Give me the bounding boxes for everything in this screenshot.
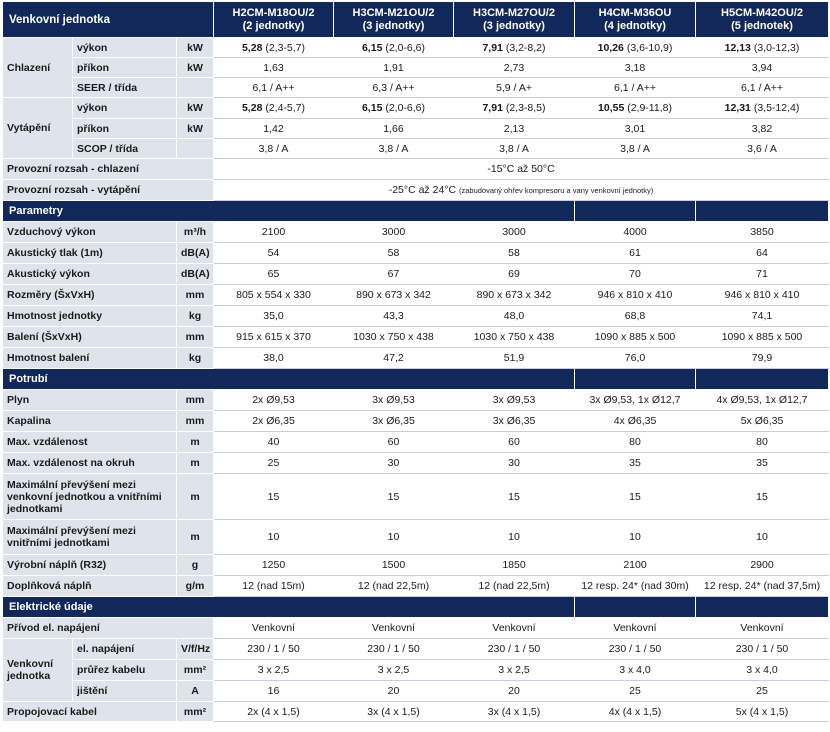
table-cell: 5x Ø6,35 bbox=[696, 411, 829, 432]
row-label: Balení (ŠxVxH) bbox=[3, 327, 177, 348]
row-label: Plyn bbox=[3, 390, 177, 411]
row-label: Rozměry (ŠxVxH) bbox=[3, 285, 177, 306]
table-cell: 3x Ø9,53, 1x Ø12,7 bbox=[575, 390, 696, 411]
table-cell: 4x Ø9,53, 1x Ø12,7 bbox=[696, 390, 829, 411]
range-cooling-row bbox=[3, 159, 829, 180]
table-cell: 43,3 bbox=[334, 306, 454, 327]
table-cell: 946 x 810 x 410 bbox=[575, 285, 696, 306]
row-unit: kg bbox=[177, 348, 214, 369]
table-cell: 15 bbox=[575, 474, 696, 520]
table-cell: 5x (4 x 1,5) bbox=[696, 702, 829, 722]
table-cell: 16 bbox=[214, 681, 334, 702]
table-cell: 1850 bbox=[454, 555, 575, 576]
model-name: H5CM-M42OU/2 bbox=[721, 6, 803, 19]
table-row bbox=[3, 222, 829, 243]
table-cell: 10 bbox=[696, 520, 829, 555]
table-cell: 3x Ø9,53 bbox=[334, 390, 454, 411]
row-unit: mm bbox=[177, 327, 214, 348]
table-row bbox=[3, 639, 829, 660]
section-title: Parametry bbox=[3, 201, 575, 222]
table-cell: 1090 x 885 x 500 bbox=[575, 327, 696, 348]
table-cell: 12,13 (3,0-12,3) bbox=[696, 38, 829, 58]
row-unit: g/m bbox=[177, 576, 214, 597]
range-cooling-label: Provozní rozsah - chlazení bbox=[3, 159, 214, 180]
table-row bbox=[3, 327, 829, 348]
model-header bbox=[334, 2, 454, 38]
table-cell: 10,55 (2,9-11,8) bbox=[575, 98, 696, 119]
table-cell: 6,15 (2,0-6,6) bbox=[334, 98, 454, 119]
table-cell: 5,9 / A+ bbox=[454, 78, 575, 98]
table-cell: 1030 x 750 x 438 bbox=[334, 327, 454, 348]
section-title: Potrubí bbox=[3, 369, 575, 390]
table-cell: 54 bbox=[214, 243, 334, 264]
table-cell: 1250 bbox=[214, 555, 334, 576]
row-label: Vzduchový výkon bbox=[3, 222, 177, 243]
table-cell: 64 bbox=[696, 243, 829, 264]
table-cell: 15 bbox=[214, 474, 334, 520]
table-cell: 51,9 bbox=[454, 348, 575, 369]
table-row bbox=[3, 348, 829, 369]
table-cell: 2900 bbox=[696, 555, 829, 576]
range-heating-value: -25°C až 24°C (zabudovaný ohřev kompresoru a vany venkovní jednotky) bbox=[214, 180, 829, 201]
table-title: Venkovní jednotka bbox=[3, 2, 214, 38]
table-row bbox=[3, 474, 829, 520]
table-cell: 1,66 bbox=[334, 119, 454, 139]
table-row bbox=[3, 576, 829, 597]
heating-label: Vytápění bbox=[3, 98, 73, 159]
heating-scop-row bbox=[3, 139, 829, 159]
row-unit: dB(A) bbox=[177, 264, 214, 285]
table-cell: 1500 bbox=[334, 555, 454, 576]
table-cell: 48,0 bbox=[454, 306, 575, 327]
row-sublabel: průřez kabelu bbox=[73, 660, 177, 681]
table-cell: 60 bbox=[334, 432, 454, 453]
table-cell: 1,63 bbox=[214, 58, 334, 78]
table-cell: 230 / 1 / 50 bbox=[214, 639, 334, 660]
row-label: Akustický výkon bbox=[3, 264, 177, 285]
range-heating-note: (zabudovaný ohřev kompresoru a vany venkovní jednotky) bbox=[458, 185, 654, 195]
table-cell: 1030 x 750 x 438 bbox=[454, 327, 575, 348]
table-cell: 3,94 bbox=[696, 58, 829, 78]
table-cell: 25 bbox=[696, 681, 829, 702]
table-cell: Venkovní bbox=[696, 618, 829, 639]
table-cell: Venkovní bbox=[454, 618, 575, 639]
table-cell: 3,8 / A bbox=[454, 139, 575, 159]
row-label: Max. vzdálenost na okruh bbox=[3, 453, 177, 474]
table-row bbox=[3, 306, 829, 327]
table-row bbox=[3, 555, 829, 576]
cooling-power-row bbox=[3, 58, 829, 78]
table-row bbox=[3, 243, 829, 264]
model-units: (3 jednotky) bbox=[362, 19, 425, 32]
table-cell: 47,2 bbox=[334, 348, 454, 369]
heating-output-row bbox=[3, 98, 829, 119]
table-cell: 3x (4 x 1,5) bbox=[454, 702, 575, 722]
table-cell: 1,91 bbox=[334, 58, 454, 78]
table-cell: 10 bbox=[575, 520, 696, 555]
model-units: (3 jednotky) bbox=[483, 19, 545, 32]
table-cell: 5,28 (2,4-5,7) bbox=[214, 98, 334, 119]
table-cell: 35 bbox=[575, 453, 696, 474]
table-cell: 230 / 1 / 50 bbox=[454, 639, 575, 660]
table-row bbox=[3, 390, 829, 411]
model-units: (4 jednotky) bbox=[604, 19, 666, 32]
table-cell: 68,8 bbox=[575, 306, 696, 327]
model-header bbox=[454, 2, 575, 38]
table-cell: 3,82 bbox=[696, 119, 829, 139]
table-cell: 20 bbox=[334, 681, 454, 702]
row-sublabel: příkon bbox=[73, 58, 177, 78]
table-cell: 2x Ø6,35 bbox=[214, 411, 334, 432]
table-cell: 76,0 bbox=[575, 348, 696, 369]
row-sublabel: SEER / třída bbox=[73, 78, 177, 98]
row-unit: V/f/Hz bbox=[177, 639, 214, 660]
row-unit: mm² bbox=[177, 702, 214, 722]
model-header bbox=[214, 2, 334, 38]
table-cell: 3850 bbox=[696, 222, 829, 243]
table-cell: 805 x 554 x 330 bbox=[214, 285, 334, 306]
table-cell: 80 bbox=[696, 432, 829, 453]
row-unit: g bbox=[177, 555, 214, 576]
table-cell: 10 bbox=[214, 520, 334, 555]
row-unit: kW bbox=[177, 98, 214, 119]
table-cell: 4000 bbox=[575, 222, 696, 243]
table-cell: 15 bbox=[696, 474, 829, 520]
table-cell: 10,26 (3,6-10,9) bbox=[575, 38, 696, 58]
table-cell: 2100 bbox=[575, 555, 696, 576]
table-cell: 15 bbox=[454, 474, 575, 520]
table-cell: 12 (nad 22,5m) bbox=[454, 576, 575, 597]
cooling-output-row bbox=[3, 38, 829, 58]
table-cell: 7,91 (2,3-8,5) bbox=[454, 98, 575, 119]
row-label: Maximální převýšení mezi vnitřními jednotkami bbox=[3, 520, 177, 555]
row-unit: kW bbox=[177, 58, 214, 78]
table-cell: 3,8 / A bbox=[575, 139, 696, 159]
table-cell: 915 x 615 x 370 bbox=[214, 327, 334, 348]
table-cell: 946 x 810 x 410 bbox=[696, 285, 829, 306]
table-cell: 20 bbox=[454, 681, 575, 702]
table-cell: 35 bbox=[696, 453, 829, 474]
row-unit bbox=[177, 78, 214, 98]
table-row bbox=[3, 411, 829, 432]
table-cell: 3 x 4,0 bbox=[696, 660, 829, 681]
row-sublabel: jištění bbox=[73, 681, 177, 702]
row-unit: kW bbox=[177, 119, 214, 139]
range-cooling-value: -15°C až 50°C bbox=[214, 159, 829, 180]
table-cell: 30 bbox=[334, 453, 454, 474]
table-row bbox=[3, 618, 829, 639]
cooling-seer-row bbox=[3, 78, 829, 98]
table-cell: 67 bbox=[334, 264, 454, 285]
range-heating-label: Provozní rozsah - vytápění bbox=[3, 180, 214, 201]
model-name: H3CM-M21OU/2 bbox=[352, 6, 435, 19]
row-sublabel: výkon bbox=[73, 98, 177, 119]
model-units: (2 jednotky) bbox=[242, 19, 305, 32]
model-header bbox=[575, 2, 696, 38]
row-unit: A bbox=[177, 681, 214, 702]
model-units: (5 jednotek) bbox=[731, 19, 793, 32]
row-label: Přívod el. napájení bbox=[3, 618, 214, 639]
table-cell: 10 bbox=[334, 520, 454, 555]
table-cell: 4x Ø6,35 bbox=[575, 411, 696, 432]
table-cell: 3000 bbox=[334, 222, 454, 243]
table-cell: 35,0 bbox=[214, 306, 334, 327]
table-cell: 80 bbox=[575, 432, 696, 453]
table-cell: 6,1 / A++ bbox=[696, 78, 829, 98]
table-cell: 58 bbox=[454, 243, 575, 264]
model-name: H3CM-M27OU/2 bbox=[473, 6, 555, 19]
table-cell: 25 bbox=[575, 681, 696, 702]
row-sublabel: SCOP / třída bbox=[73, 139, 177, 159]
row-label: Maximální převýšení mezi venkovní jednotkou a vnitřními jednotkami bbox=[3, 474, 177, 520]
row-label: Max. vzdálenost bbox=[3, 432, 177, 453]
row-unit: mm² bbox=[177, 660, 214, 681]
table-cell: 71 bbox=[696, 264, 829, 285]
table-cell: 2x Ø9,53 bbox=[214, 390, 334, 411]
model-header bbox=[696, 2, 829, 38]
table-cell: 12 (nad 22,5m) bbox=[334, 576, 454, 597]
table-cell: 2,73 bbox=[454, 58, 575, 78]
header-row bbox=[3, 2, 829, 38]
section-title: Elektrické údaje bbox=[3, 597, 575, 618]
outdoor-unit-label: Venkovní jednotka bbox=[3, 639, 73, 702]
table-row bbox=[3, 702, 829, 722]
table-cell: 230 / 1 / 50 bbox=[575, 639, 696, 660]
table-row bbox=[3, 432, 829, 453]
table-cell: 7,91 (3,2-8,2) bbox=[454, 38, 575, 58]
table-row bbox=[3, 285, 829, 306]
model-name: H2CM-M18OU/2 bbox=[232, 6, 315, 19]
table-cell: 1090 x 885 x 500 bbox=[696, 327, 829, 348]
row-label: Hmotnost balení bbox=[3, 348, 177, 369]
table-cell: 40 bbox=[214, 432, 334, 453]
table-cell: 3 x 4,0 bbox=[575, 660, 696, 681]
row-label: Kapalina bbox=[3, 411, 177, 432]
table-cell: 2,13 bbox=[454, 119, 575, 139]
table-cell: 3x Ø6,35 bbox=[334, 411, 454, 432]
table-cell: 12 resp. 24* (nad 37,5m) bbox=[696, 576, 829, 597]
table-cell: 69 bbox=[454, 264, 575, 285]
table-cell: 3 x 2,5 bbox=[334, 660, 454, 681]
table-cell: 12,31 (3,5-12,4) bbox=[696, 98, 829, 119]
row-unit: m bbox=[177, 453, 214, 474]
table-cell: 3,18 bbox=[575, 58, 696, 78]
table-cell: 890 x 673 x 342 bbox=[334, 285, 454, 306]
row-unit: kW bbox=[177, 38, 214, 58]
row-unit bbox=[177, 139, 214, 159]
row-unit: kg bbox=[177, 306, 214, 327]
section-header bbox=[3, 597, 829, 618]
section-header bbox=[3, 201, 829, 222]
table-cell: 3,8 / A bbox=[334, 139, 454, 159]
row-unit: m bbox=[177, 474, 214, 520]
table-cell: 58 bbox=[334, 243, 454, 264]
table-cell: 6,15 (2,0-6,6) bbox=[334, 38, 454, 58]
table-cell: 10 bbox=[454, 520, 575, 555]
model-name: H4CM-M36OU bbox=[598, 6, 672, 19]
table-row bbox=[3, 520, 829, 555]
row-label: Doplňková náplň bbox=[3, 576, 177, 597]
row-unit: dB(A) bbox=[177, 243, 214, 264]
table-cell: 3x Ø9,53 bbox=[454, 390, 575, 411]
row-unit: m³/h bbox=[177, 222, 214, 243]
table-cell: 1,42 bbox=[214, 119, 334, 139]
row-label: Propojovací kabel bbox=[3, 702, 177, 722]
table-cell: 38,0 bbox=[214, 348, 334, 369]
table-cell: 3000 bbox=[454, 222, 575, 243]
table-cell: 60 bbox=[454, 432, 575, 453]
table-cell: 74,1 bbox=[696, 306, 829, 327]
table-cell: 12 resp. 24* (nad 30m) bbox=[575, 576, 696, 597]
table-cell: 4x (4 x 1,5) bbox=[575, 702, 696, 722]
table-cell: 61 bbox=[575, 243, 696, 264]
row-unit: mm bbox=[177, 411, 214, 432]
row-sublabel: el. napájení bbox=[73, 639, 177, 660]
row-label: Výrobní náplň (R32) bbox=[3, 555, 177, 576]
table-cell: 70 bbox=[575, 264, 696, 285]
table-cell: 3 x 2,5 bbox=[454, 660, 575, 681]
table-cell: Venkovní bbox=[214, 618, 334, 639]
table-cell: 30 bbox=[454, 453, 575, 474]
table-cell: 5,28 (2,3-5,7) bbox=[214, 38, 334, 58]
table-cell: 3 x 2,5 bbox=[214, 660, 334, 681]
table-cell: 890 x 673 x 342 bbox=[454, 285, 575, 306]
heating-power-row bbox=[3, 119, 829, 139]
row-unit: mm bbox=[177, 390, 214, 411]
table-cell: Venkovní bbox=[334, 618, 454, 639]
table-cell: 6,3 / A++ bbox=[334, 78, 454, 98]
table-cell: 230 / 1 / 50 bbox=[334, 639, 454, 660]
row-label: Akustický tlak (1m) bbox=[3, 243, 177, 264]
table-row bbox=[3, 681, 829, 702]
table-cell: 12 (nad 15m) bbox=[214, 576, 334, 597]
table-cell: 15 bbox=[334, 474, 454, 520]
section-header bbox=[3, 369, 829, 390]
spec-table bbox=[2, 1, 829, 722]
table-cell: 6,1 / A++ bbox=[575, 78, 696, 98]
row-sublabel: výkon bbox=[73, 38, 177, 58]
row-unit: m bbox=[177, 520, 214, 555]
table-cell: 3x (4 x 1,5) bbox=[334, 702, 454, 722]
table-cell: 2100 bbox=[214, 222, 334, 243]
table-cell: 6,1 / A++ bbox=[214, 78, 334, 98]
table-cell: 3,6 / A bbox=[696, 139, 829, 159]
range-heating-row bbox=[3, 180, 829, 201]
table-cell: 79,9 bbox=[696, 348, 829, 369]
table-cell: 2x (4 x 1,5) bbox=[214, 702, 334, 722]
table-row bbox=[3, 264, 829, 285]
table-cell: 3,8 / A bbox=[214, 139, 334, 159]
table-row bbox=[3, 660, 829, 681]
row-unit: mm bbox=[177, 285, 214, 306]
table-cell: 25 bbox=[214, 453, 334, 474]
row-label: Hmotnost jednotky bbox=[3, 306, 177, 327]
row-sublabel: příkon bbox=[73, 119, 177, 139]
row-unit: m bbox=[177, 432, 214, 453]
table-cell: 230 / 1 / 50 bbox=[696, 639, 829, 660]
table-cell: 3,01 bbox=[575, 119, 696, 139]
table-row bbox=[3, 453, 829, 474]
table-cell: 3x Ø6,35 bbox=[454, 411, 575, 432]
table-cell: Venkovní bbox=[575, 618, 696, 639]
table-cell: 65 bbox=[214, 264, 334, 285]
cooling-label: Chlazení bbox=[3, 38, 73, 98]
